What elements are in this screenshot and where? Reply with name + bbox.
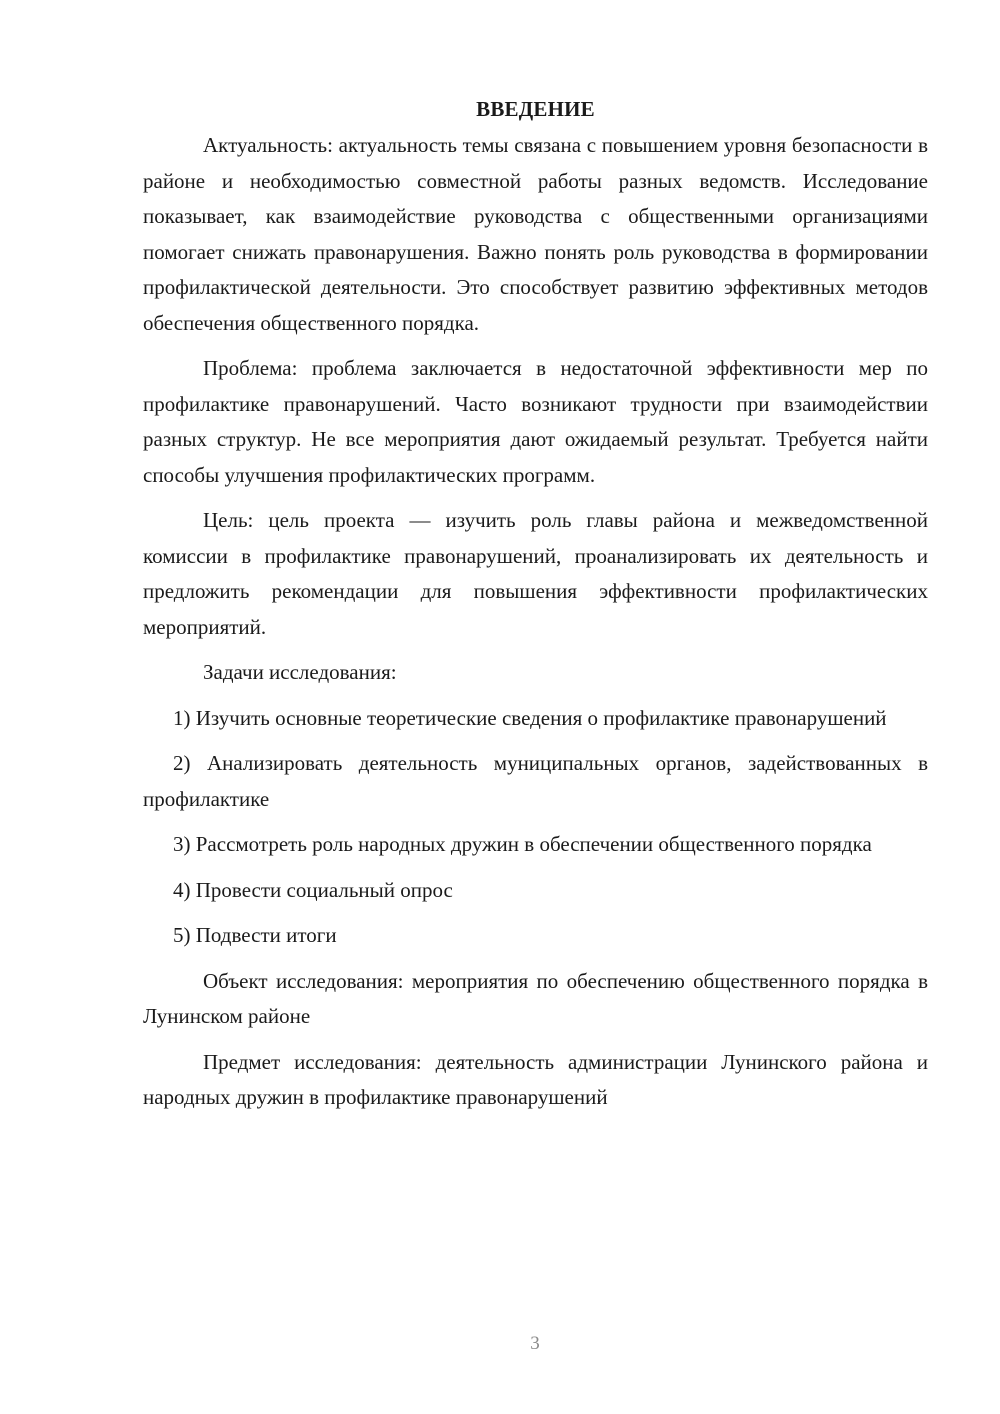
object-paragraph: Объект исследования: мероприятия по обеспечению общественного порядка в Лунинском районе [143,968,928,1028]
page-title: ВВЕДЕНИЕ [476,97,595,121]
tasks-heading: Задачи исследования: [203,660,397,684]
task-item-4: 4) Провести социальный опрос [173,877,453,902]
task-item-2: 2) Анализировать деятельность муниципальных органов, задействованных в профилактике [143,751,928,811]
task-item-1: 1) Изучить основные теоретические сведения о профилактике правонарушений [173,705,887,730]
subject-paragraph: Предмет исследования: деятельность администрации Лунинского района и народных дружин в профилактике правонарушений [143,1049,928,1109]
problem-paragraph: Проблема: проблема заключается в недостаточной эффективности мер по профилактике правонарушений. Часто возникают трудности при взаимодействии разных структур. Не все мероприятия дают ожидаемый результат. Требуется найти способы улучшения профилактических программ. [143,356,928,487]
relevance-paragraph: Актуальность: актуальность темы связана с повышением уровня безопасности в районе и необходимостью совместной работы разных ведомств. Исследование показывает, как взаимодействие руководства с общественными организациями помогает снижать правонарушения. Важно понять роль руководства в формировании профилактической деятельности. Это способствует развитию эффективных методов обеспечения общественного порядка. [143,133,928,335]
goal-paragraph: Цель: цель проекта — изучить роль главы района и межведомственной комиссии в профилактике правонарушений, проанализировать их деятельность и предложить рекомендации для повышения эффективности профилактических мероприятий. [143,508,928,639]
document-page [143,92,928,1126]
task-item-3: 3) Рассмотреть роль народных дружин в обеспечении общественного порядка [173,832,872,856]
task-item-5: 5) Подвести итоги [173,923,337,947]
page-number: 3 [530,1333,540,1354]
